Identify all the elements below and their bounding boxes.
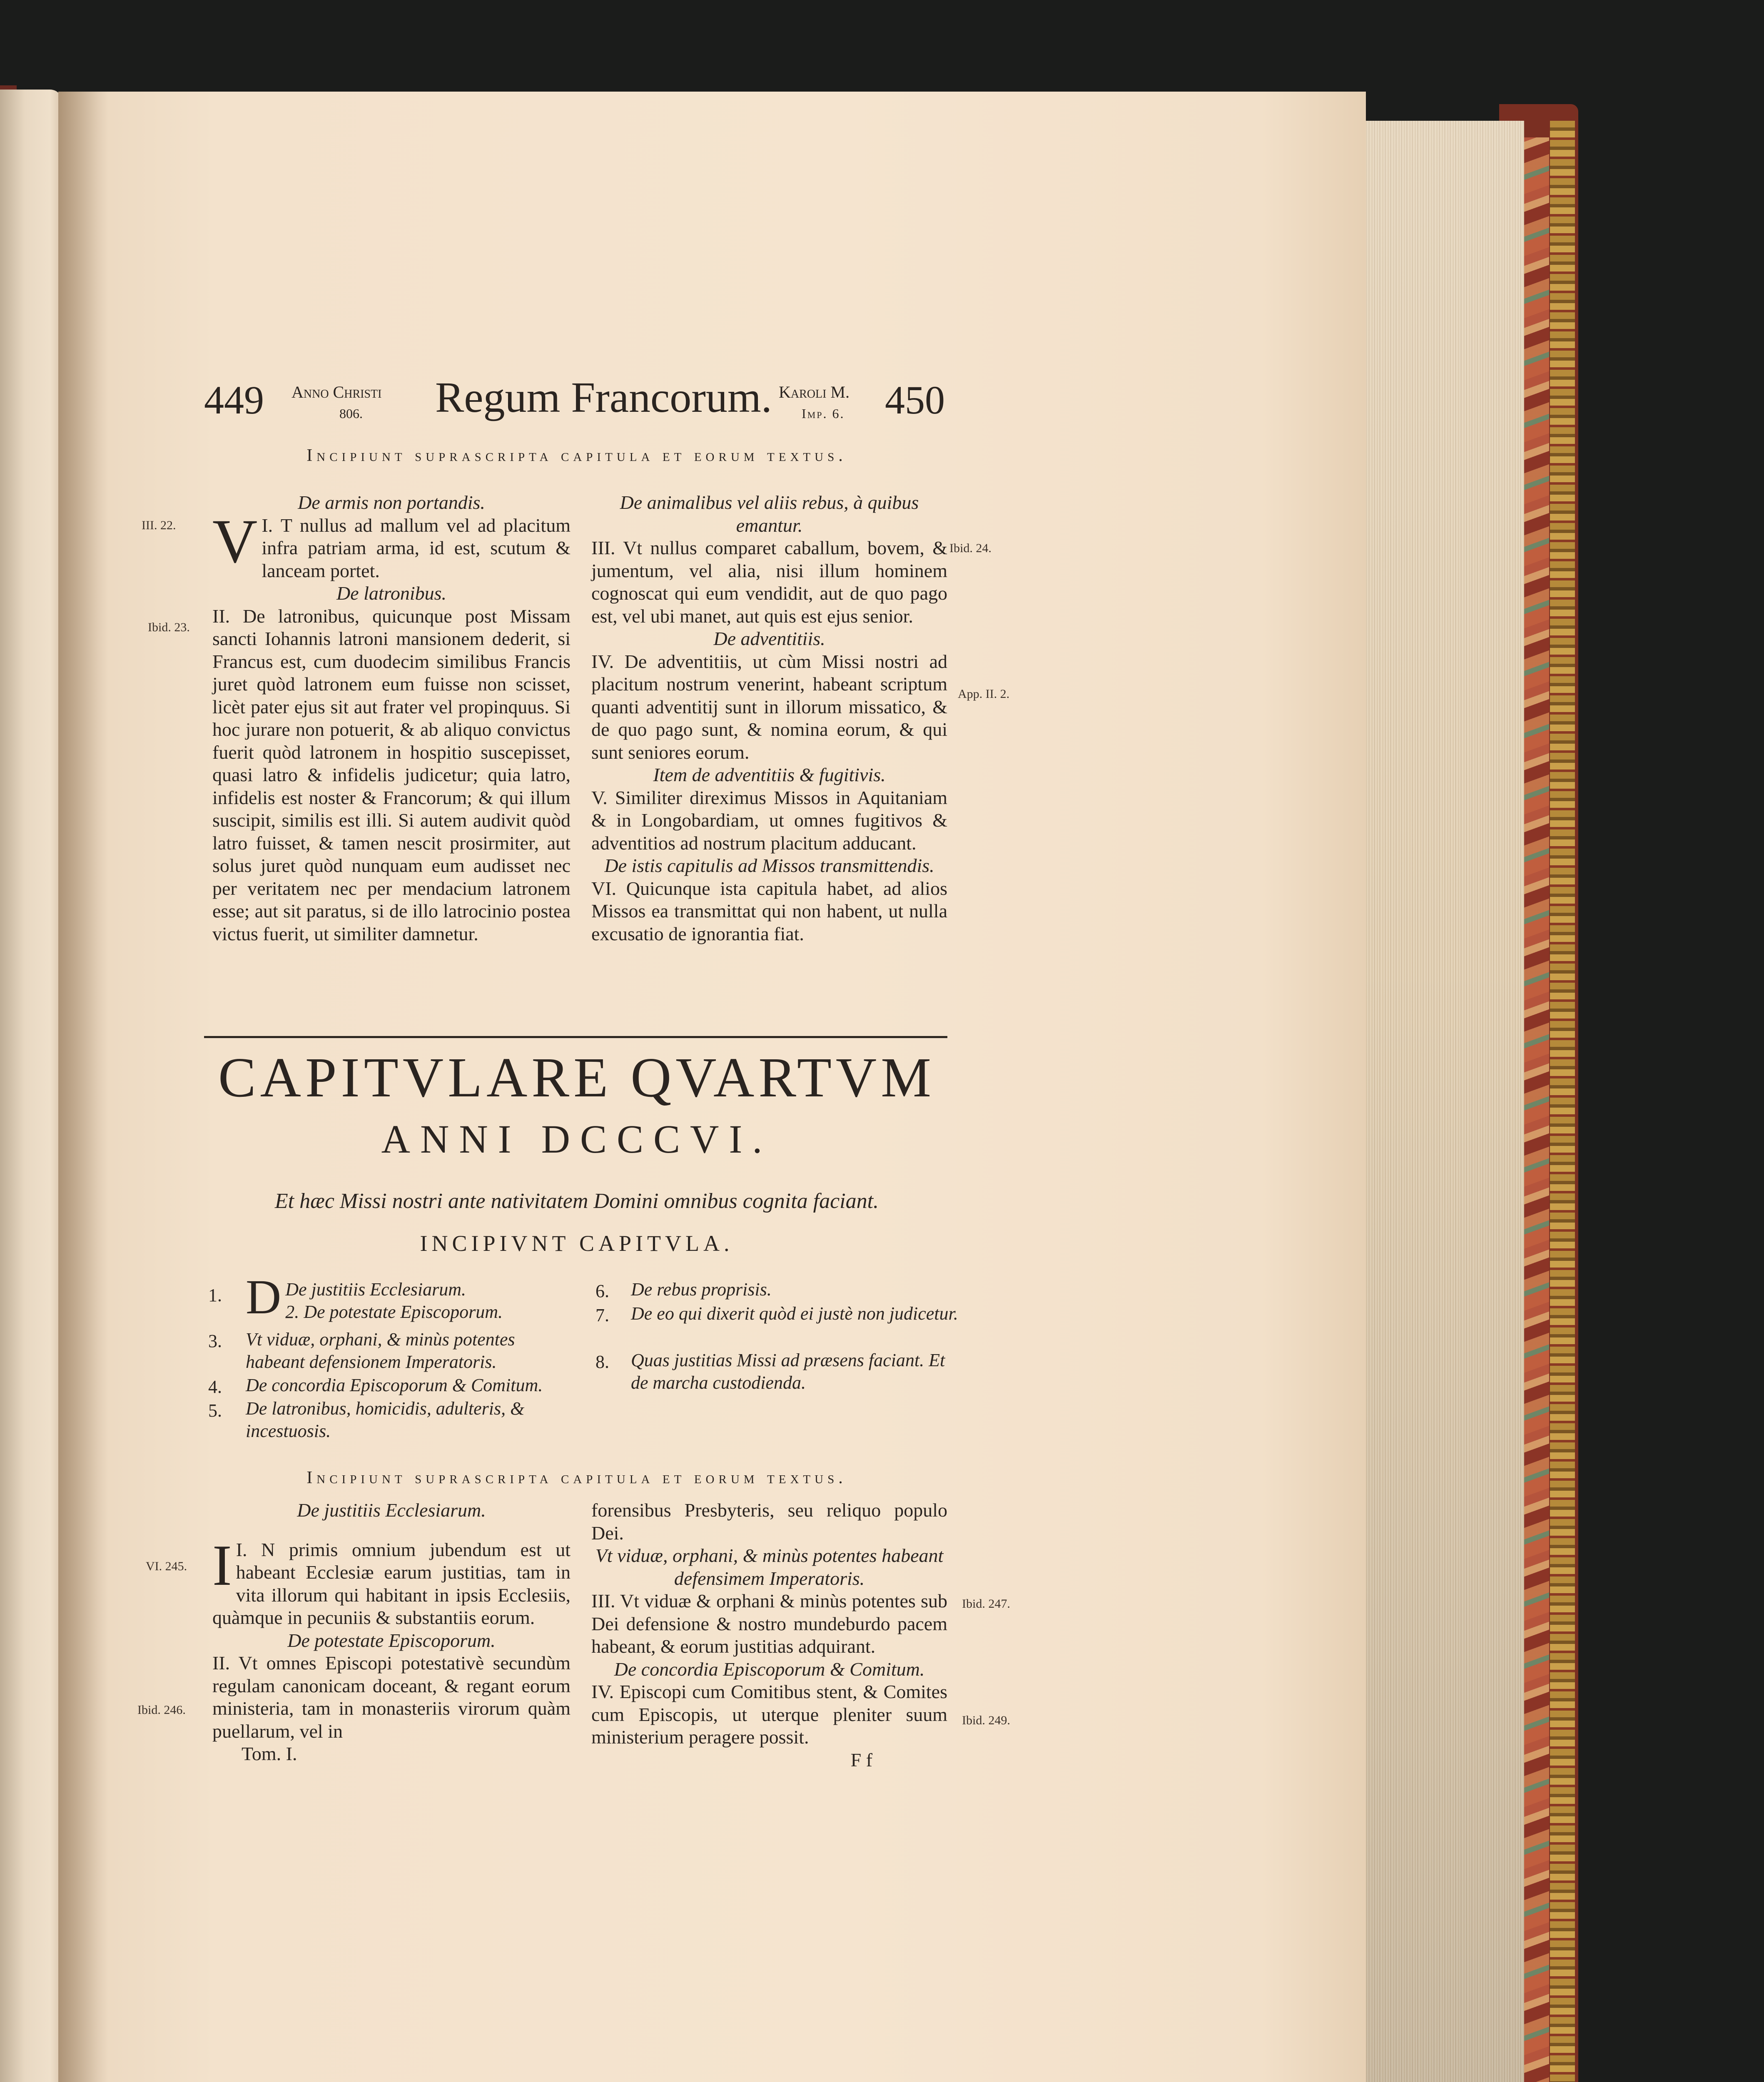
volume-signature: Tom. I. — [242, 1743, 297, 1764]
section-rule — [204, 1036, 947, 1038]
column-top-left — [212, 491, 571, 945]
rubric: De justitiis Ecclesiarum. — [297, 1499, 486, 1521]
running-title: Regum Francorum. — [435, 374, 772, 421]
margin-note: Ibid. 24. — [949, 541, 992, 555]
toc-number: 4. — [208, 1377, 222, 1397]
drop-cap: V — [212, 506, 258, 576]
gutter-shadow — [58, 92, 108, 2082]
section-title: CAPITVLARE QVARTVM — [218, 1046, 936, 1109]
rubric: De latronibus. — [336, 583, 447, 604]
section-intro: Et hæc Missi nostri ante nativitatem Domini omnibus cognita faciant. — [274, 1189, 879, 1213]
paragraph-number: I. — [262, 514, 273, 536]
section-subtitle: Incipiunt suprascripta capitula et eorum textus. — [306, 446, 847, 465]
paragraph: III. Vt nullus comparet caballum, bovem, & jumentum, vel alia, nisi illum hominem cognoscat qui eum vendidit, aut de quo pago est, vel ubi manet, aut quis est ejus senior. — [591, 537, 947, 627]
margin-note: App. II. 2. — [958, 687, 1010, 701]
paragraph: forensibus Presbyteris, seu reliquo populo Dei. — [591, 1499, 947, 1544]
rubric: Item de adventitiis & fugitivis. — [653, 764, 886, 785]
rubric: De animalibus vel aliis rebus, à quibus emantur. — [620, 492, 919, 536]
paragraph: IV. Episcopi cum Comitibus stent, & Comites cum Episcopis, ut uterque pleniter suum ministerium peragere possit. — [591, 1681, 947, 1748]
rubric: De adventitiis. — [713, 628, 825, 649]
toc-item: De rebus proprisis. — [631, 1279, 772, 1300]
imp-label: Imp. 6. — [802, 406, 845, 421]
karoli-label: Karoli M. — [779, 383, 850, 401]
toc-number: 8. — [595, 1352, 609, 1372]
anno-label: Anno Christi — [292, 383, 382, 401]
toc-number: 1. — [208, 1285, 222, 1305]
gilt-tooling — [1550, 121, 1575, 2082]
margin-note: Ibid. 249. — [962, 1713, 1010, 1727]
margin-note: Ibid. 23. — [148, 620, 190, 634]
column-top-right — [591, 491, 947, 945]
column-bottom-left — [212, 1499, 571, 1766]
toc-item: Vt viduæ, orphani, & minùs potentes habeant defensionem Imperatoris. — [246, 1329, 515, 1372]
toc-number: 7. — [595, 1305, 609, 1325]
toc-item: De justitiis Ecclesiarum. — [285, 1279, 466, 1300]
anno-year: 806. — [339, 406, 363, 421]
paragraph: N primis omnium jubendum est ut habeant Ecclesiæ earum justitias, tam in vita illorum qui habitant in ipsis Ecclesiis, quàmque in pecuniis & substantiis eorum. — [212, 1539, 571, 1628]
toc-item: Quas justitias Missi ad præsens faciant. Et de marcha custodienda. — [631, 1350, 945, 1393]
toc-item: De latronibus, homicidis, adulteris, & incestuosis. — [246, 1398, 525, 1441]
column-bottom-right — [591, 1499, 947, 1771]
section-year: ANNI DCCCVI. — [381, 1117, 772, 1161]
gathering-signature: F f — [850, 1749, 872, 1771]
page-number-left: 449 — [204, 378, 264, 422]
margin-note: VI. 245. — [146, 1559, 187, 1573]
rubric: De concordia Episcoporum & Comitum. — [614, 1658, 925, 1680]
section-subtitle: Incipiunt suprascripta capitula et eorum textus. — [306, 1468, 847, 1487]
rubric: De armis non portandis. — [298, 492, 485, 513]
toc-item: 2. De potestate Episcoporum. — [285, 1302, 503, 1322]
rubric: De potestate Episcoporum. — [287, 1629, 496, 1651]
paragraph: VI. Quicunque ista capitula habet, ad alios Missos ea transmittat qui non habent, ut nulla excusatio de ignorantia fiat. — [591, 877, 947, 944]
paragraph: II. De latronibus, quicunque post Missam sancti Iohannis latroni mansionem dederit, si Francus est, cum duodecim similibus Francis juret quòd latronem eum fuisse non scisset, licèt pater ejus sit aut frater vel propinquus. Si hoc jurare non potuerit, & ab aliquo convictus fuerit quòd latronem in hospitio suscepisset, quasi latro & infidelis judicetur; quia latro, infidelis est noster & Francorum; & qui illum suscipit, similis est illi. Si autem audivit quòd latro fuisset, & tamen nescit prosirmiter, aut solus juret quòd nunquam eum audisset nec per veritatem nec per mendacium latronem esse; aut sit paratus, si de illo latrocinio postea victus fuerit, ut similiter damnetur. — [212, 605, 571, 944]
toc-item: De concordia Episcoporum & Comitum. — [246, 1375, 543, 1395]
margin-note: III. 22. — [142, 518, 176, 532]
toc-heading: INCIPIVNT CAPITVLA. — [420, 1231, 734, 1256]
toc-list-left: D De justitiis Ecclesiarum. 2. De potestate Episcoporum. — [246, 1274, 575, 1323]
toc-item: De eo qui dixerit quòd ei justè non judicetur. — [631, 1303, 958, 1324]
paragraph-number: I. — [236, 1539, 247, 1560]
paragraph: T nullus ad mallum vel ad placitum infra patriam arma, id est, scutum & lanceam portet. — [262, 514, 571, 581]
paragraph: III. Vt viduæ & orphani & minùs potentes sub Dei defensione & nostro mundeburdo pacem habeant, & eorum justitias adquirant. — [591, 1590, 947, 1657]
rubric: De istis capitulis ad Missos transmittendis. — [604, 855, 934, 876]
margin-note: Ibid. 246. — [137, 1703, 186, 1717]
paragraph: V. Similiter direximus Missos in Aquitaniam & in Longobardiam, ut omnes fugitivos & adventitios ad nostrum placitum adducant. — [591, 787, 947, 854]
left-page-edge — [0, 90, 62, 2082]
page-number-right: 450 — [885, 378, 945, 422]
toc-number: 3. — [208, 1331, 222, 1351]
rubric: Vt viduæ, orphani, & minùs potentes habeant defensimem Imperatoris. — [595, 1545, 944, 1589]
toc-number: 5. — [208, 1400, 222, 1421]
paragraph: IV. De adventitiis, ut cùm Missi nostri ad placitum nostrum venerint, habeant scriptum quanti adventitij sunt in illorum missatico, & de quo pago sunt, & nomina eorum, & qui sunt seniores eorum. — [591, 650, 947, 763]
paragraph: II. Vt omnes Episcopi potestativè secundùm regulam canonicam doceant, & regant eorum ministeria, tam in monasteriis virorum quàm puellarum, vel in — [212, 1652, 571, 1742]
drop-cap: I — [212, 1533, 232, 1598]
toc-number: 6. — [595, 1281, 609, 1301]
margin-note: Ibid. 247. — [962, 1597, 1010, 1611]
